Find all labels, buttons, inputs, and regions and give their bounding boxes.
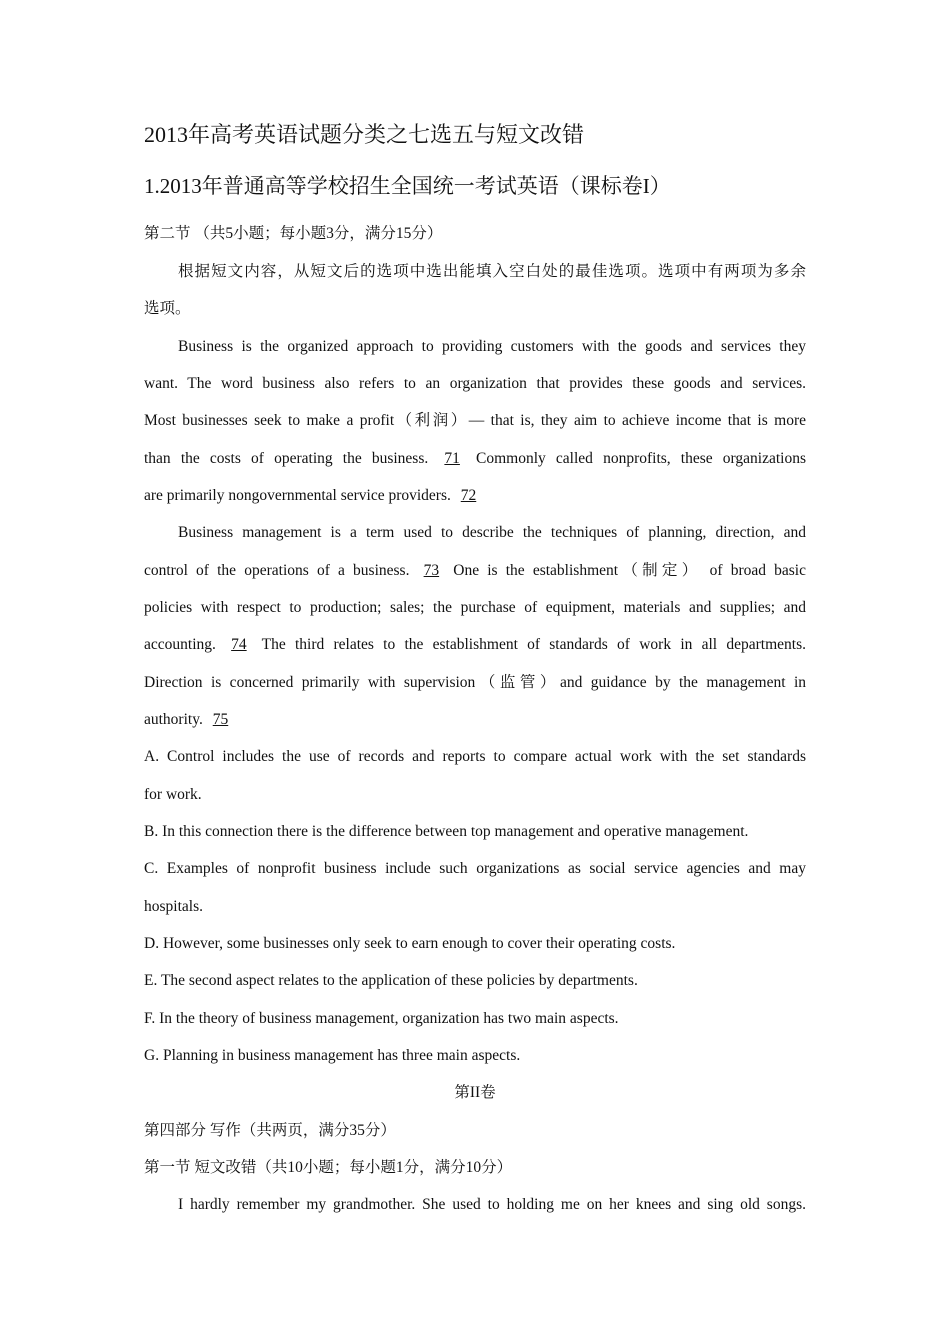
blank-75: 75 xyxy=(212,711,229,728)
part-header: 第四部分 写作（共两页，满分35分） xyxy=(144,1122,396,1139)
section-header: 第二节 （共5小题；每小题3分，满分15分） xyxy=(144,225,443,242)
instructions-line-2: 选项。 xyxy=(144,300,191,317)
passage-line: want. The word business also refers to an organization that provides these goods and services. xyxy=(144,375,806,392)
passage-line xyxy=(144,710,806,730)
passage-line: Business is the organized approach to providing customers with the goods and services they xyxy=(178,338,806,355)
passage-text: are primarily nongovernmental service providers. xyxy=(144,487,451,504)
option-e: E. The second aspect relates to the application of these policies by departments. xyxy=(144,972,638,989)
passage-line xyxy=(144,635,806,655)
passage-line xyxy=(144,561,806,581)
passage-line: Business management is a term used to describe the techniques of planning, direction, and xyxy=(178,524,806,541)
option-c-cont: hospitals. xyxy=(144,898,203,915)
passage-line: Direction is concerned primarily with supervision（监管）and guidance by the management in xyxy=(144,674,806,691)
passage-text: authority. xyxy=(144,711,203,728)
passage-line: Most businesses seek to make a profit（利润）— that is, they aim to achieve income that is more xyxy=(144,412,806,429)
passage-line xyxy=(144,486,806,506)
passage-text: accounting. xyxy=(144,636,216,653)
passage-text: than the costs of operating the business. xyxy=(144,450,429,467)
option-f: F. In the theory of business management, organization has two main aspects. xyxy=(144,1010,619,1027)
passage-text: control of the operations of a business. xyxy=(144,562,410,579)
passage-text: Commonly called nonprofits, these organizations xyxy=(476,450,807,467)
passage-line xyxy=(144,449,806,469)
document-title: 2013年高考英语试题分类之七选五与短文改错 xyxy=(144,122,585,147)
blank-73: 73 xyxy=(423,562,440,579)
volume-heading: 第II卷 xyxy=(454,1084,496,1101)
option-a-cont: for work. xyxy=(144,786,202,803)
exam-subtitle: 1.2013年普通高等学校招生全国统一考试英语（课标卷I） xyxy=(144,174,671,198)
option-b: B. In this connection there is the difference between top management and operative management. xyxy=(144,823,749,840)
blank-74: 74 xyxy=(231,636,247,653)
instructions-line-1: 根据短文内容，从短文后的选项中选出能填入空白处的最佳选项。选项中有两项为多余 xyxy=(178,263,806,280)
passage-text: The third relates to the establishment of standards of work in all departments. xyxy=(261,636,806,653)
passage-text: One is the establishment（制定） of broad basic xyxy=(453,562,806,579)
passage-line: policies with respect to production; sales; the purchase of equipment, materials and supplies; and xyxy=(144,599,806,616)
option-a: A. Control includes the use of records and reports to compare actual work with the set standards xyxy=(144,748,806,765)
blank-71: 71 xyxy=(444,450,460,467)
passage-line: I hardly remember my grandmother. She used to holding me on her knees and sing old songs. xyxy=(178,1196,806,1213)
section-header: 第一节 短文改错（共10小题；每小题1分，满分10分） xyxy=(144,1159,513,1176)
blank-72: 72 xyxy=(460,487,477,504)
option-d: D. However, some businesses only seek to earn enough to cover their operating costs. xyxy=(144,935,676,952)
option-g: G. Planning in business management has three main aspects. xyxy=(144,1047,521,1064)
option-c: C. Examples of nonprofit business include such organizations as social service agencies and may xyxy=(144,860,806,877)
